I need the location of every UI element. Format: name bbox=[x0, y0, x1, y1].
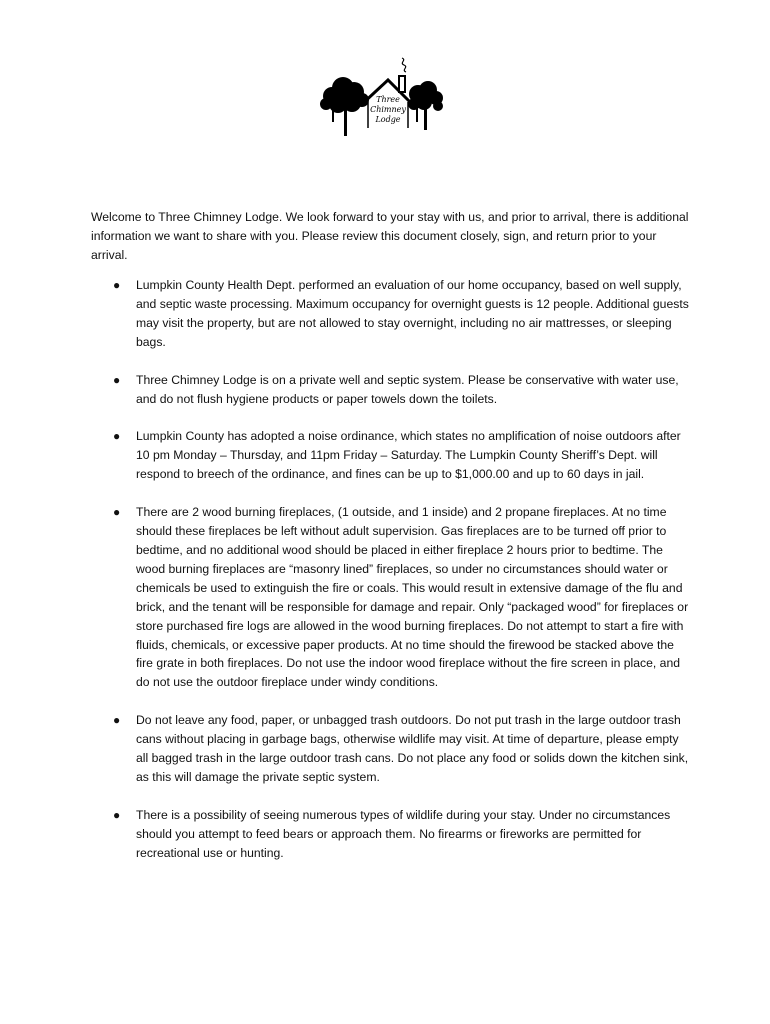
three-chimney-lodge-logo bbox=[318, 56, 446, 140]
bullet-icon: ● bbox=[113, 278, 121, 292]
logo-text-chimney: Chimney bbox=[370, 105, 406, 114]
rule-text: There are 2 wood burning fireplaces, (1 outside, and 1 inside) and 2 propane fireplaces. At no time should these fireplaces be left without adult supervision. Gas fireplaces are to be turned off prior to bedtime, and no additional wood should be placed in either fireplace 2 hours prior to bedtime. The wood burning fireplaces are “masonry lined” fireplaces, so under no circumstances should water or chemicals be used to extinguish the fire or coals. This would result in extensive damage of the flu and brick, and the tenant will be responsible for damage and repair. Only “packaged wood” for fireplaces or store purchased fire logs are allowed in the wood burning fireplaces. Do not attempt to start a fire with fluids, chemicals, or excessive paper products. At no time should the firewood be stacked above the fire grate in both fireplaces. Do not use the indoor wood fireplace without the fire screen in place, and do not use the outdoor fireplace under windy conditions. bbox=[136, 505, 689, 690]
rules-list bbox=[91, 276, 691, 882]
rule-text: There is a possibility of seeing numerous types of wildlife during your stay. Under no circumstances should you attempt to feed bears or approach them. No firearms or fireworks are permitted for recreational use or hunting. bbox=[136, 807, 671, 860]
bullet-icon: ● bbox=[113, 505, 121, 520]
bullet-icon: ● bbox=[113, 429, 121, 444]
rule-noise bbox=[91, 427, 691, 484]
rule-text: Do not leave any food, paper, or unbagged trash outdoors. Do not put trash in the large outdoor trash cans without placing in garbage bags, otherwise wildlife may visit. At time of departure, please empty all bagged trash in the large outdoor trash cans. Do not place any food or solids down the kitchen sink, as this will damage the private septic system. bbox=[136, 713, 689, 784]
rule-well-septic bbox=[91, 371, 691, 409]
rule-text: Lumpkin County Health Dept. performed an evaluation of our home occupancy, based on well supply, and septic waste processing. Maximum occupancy for overnight guests is 12 people. Additional guests may visit the property, but are not allowed to stay overnight, including no air mattresses, or sleeping bags. bbox=[136, 278, 689, 349]
bullet-icon: ● bbox=[113, 807, 121, 822]
rule-trash bbox=[91, 711, 691, 787]
rule-fireplaces bbox=[91, 503, 691, 692]
rule-wildlife bbox=[91, 806, 691, 863]
logo-text-three: Three bbox=[376, 95, 400, 104]
rule-occupancy bbox=[91, 276, 691, 352]
intro-paragraph: Welcome to Three Chimney Lodge. We look forward to your stay with us, and prior to arrival, there is additional information we want to share with you. Please review this document closely, sign, and return prior to your arrival. bbox=[91, 210, 689, 263]
logo-text-lodge: Lodge bbox=[375, 115, 401, 124]
bullet-icon: ● bbox=[113, 372, 121, 387]
rule-text: Lumpkin County has adopted a noise ordinance, which states no amplification of noise outdoors after 10 pm Monday – Thursday, and 11pm Friday – Saturday. The Lumpkin County Sheriff’s Dept. will respond to breech of the ordinance, and fines can be up to $1,000.00 and up to 60 days in jail. bbox=[136, 429, 681, 482]
bullet-icon: ● bbox=[113, 713, 121, 728]
rule-text: Three Chimney Lodge is on a private well and septic system. Please be conservative with water use, and do not flush hygiene products or paper towels down the toilets. bbox=[136, 372, 679, 406]
